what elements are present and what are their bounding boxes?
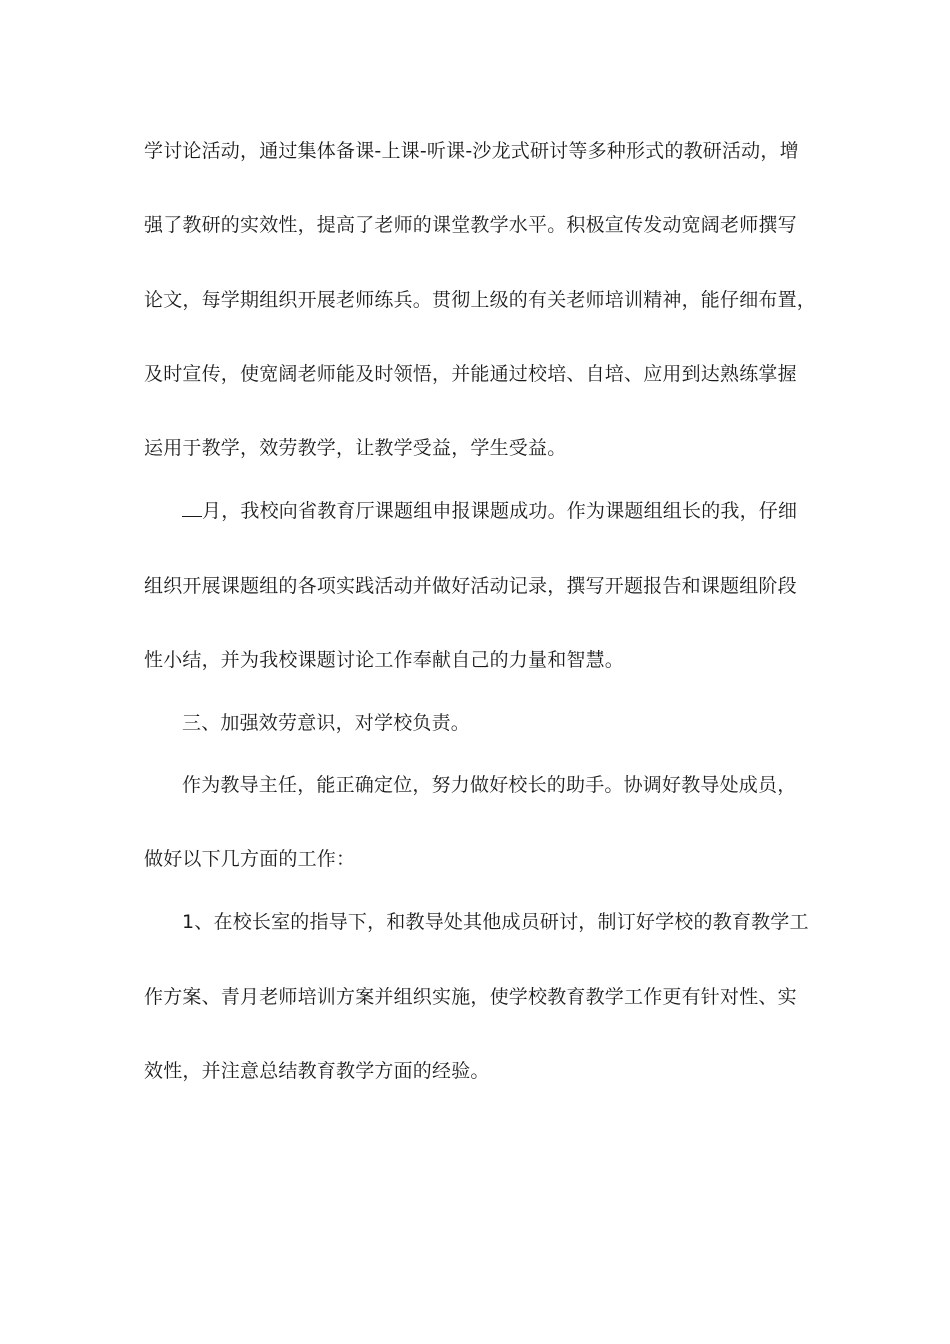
paragraph-line-with-blank	[182, 498, 814, 524]
paragraph-line: 组织开展课题组的各项实践活动并做好活动记录，撰写开题报告和课题组阶段	[144, 575, 797, 597]
paragraph-line: 作为教导主任，能正确定位，努力做好校长的助手。协调好教导处成员，	[182, 774, 797, 796]
paragraph-line: 及时宣传，使宽阔老师能及时领悟，并能通过校培、自培、应用到达熟练掌握	[144, 363, 797, 385]
paragraph-line: 论文，每学期组织开展老师练兵。贯彻上级的有关老师培训精神，能仔细布置，	[144, 289, 817, 311]
paragraph-line: 做好以下几方面的工作：	[144, 848, 356, 870]
paragraph-line: 作方案、青月老师培训方案并组织实施，使学校教育教学工作更有针对性、实	[144, 986, 797, 1008]
fill-in-blank	[182, 500, 202, 517]
paragraph-line: 运用于教学，效劳教学，让教学受益，学生受益。	[144, 437, 567, 459]
paragraph-line: 学讨论活动，通过集体备课-上课-听课-沙龙式研讨等多种形式的教研活动，增	[144, 140, 799, 162]
list-item-line: 1、在校长室的指导下，和教导处其他成员研讨，制订好学校的教育教学工	[182, 911, 809, 933]
paragraph-line: 性小结，并为我校课题讨论工作奉献自己的力量和智慧。	[144, 649, 625, 671]
paragraph-line: 效性，并注意总结教育教学方面的经验。	[144, 1060, 490, 1082]
paragraph-line: 强了教研的实效性，提高了老师的课堂教学水平。积极宣传发动宽阔老师撰写	[144, 214, 797, 236]
section-heading: 三、加强效劳意识，对学校负责。	[182, 712, 471, 734]
paragraph-line-text: 月，我校向省教育厅课题组申报课题成功。作为课题组组长的我，仔细	[202, 500, 798, 522]
